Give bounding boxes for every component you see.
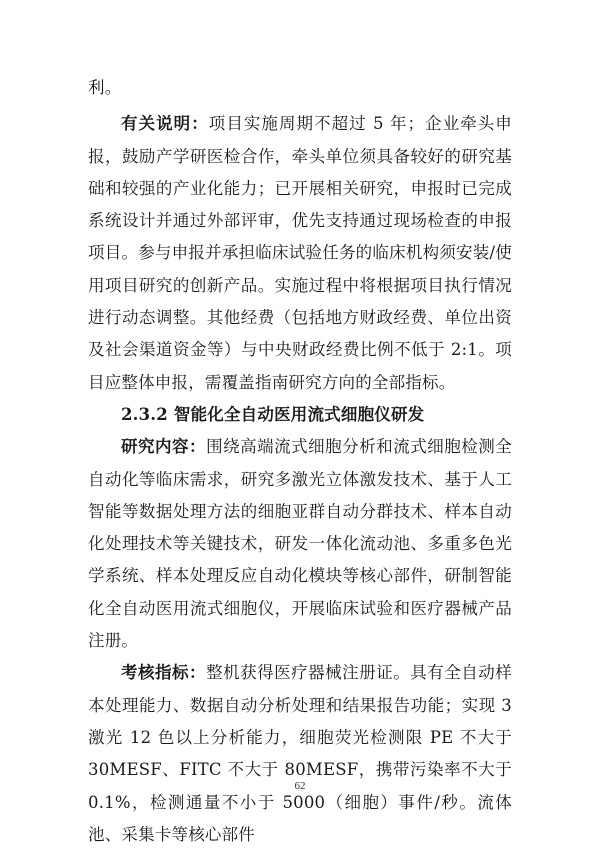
assessment-paragraph (88, 657, 512, 851)
assessment-label: 考核指标： (121, 663, 207, 683)
notes-text: 项目实施周期不超过 5 年；企业牵头申报，鼓励产学研医检合作，牵头单位须具备较好的研究基础和较强的产业化能力；已开展相关研究，申报时已完成系统设计并通过外部评审，优先支持通过现场检查的申报项目。参与申报并承担临床试验任务的临床机构须安装/使用项目研究的创新产品。实施过程中将根据项目执行情况进行动态调整。其他经费（包括地方财政经费、单位出资及社会渠道资金等）与中央财政经费比例不低于 2:1。项目应整体申报，需覆盖指南研究方向的全部指标。 (88, 114, 513, 392)
continuation-text: 利。 (88, 78, 122, 97)
page-number: 62 (294, 780, 306, 792)
section-heading: 2.3.2 智能化全自动医用流式细胞仪研发 (121, 404, 425, 424)
body-text (88, 72, 512, 851)
continuation-paragraph (88, 72, 512, 104)
notes-label: 有关说明： (121, 114, 209, 134)
research-label: 研究内容： (121, 437, 207, 457)
notes-paragraph (88, 108, 512, 399)
research-text: 围绕高端流式细胞分析和流式细胞检测全自动化等临床需求，研究多激光立体激发技术、基于人工智能等数据处理方法的细胞亚群自动分群技术、样本自动化处理技术等关键技术，研发一体化流动池、多重多色光学系统、样本处理反应自动化模块等核心部件，研制智能化全自动医用流式细胞仪，开展临床试验和医疗器械产品注册。 (88, 437, 513, 651)
research-paragraph (88, 431, 512, 657)
assessment-text: 整机获得医疗器械注册证。具有全自动样本处理能力、数据自动分析处理和结果报告功能；实现 3 激光 12 色以上分析能力，细胞荧光检测限 PE 不大于 30MESF、FITC 不大于 80MESF，携带污染率不大于 0.1%，检测通量不小于 5000（细胞）事件/秒。流体池、采集卡等核心部件 (88, 663, 513, 844)
